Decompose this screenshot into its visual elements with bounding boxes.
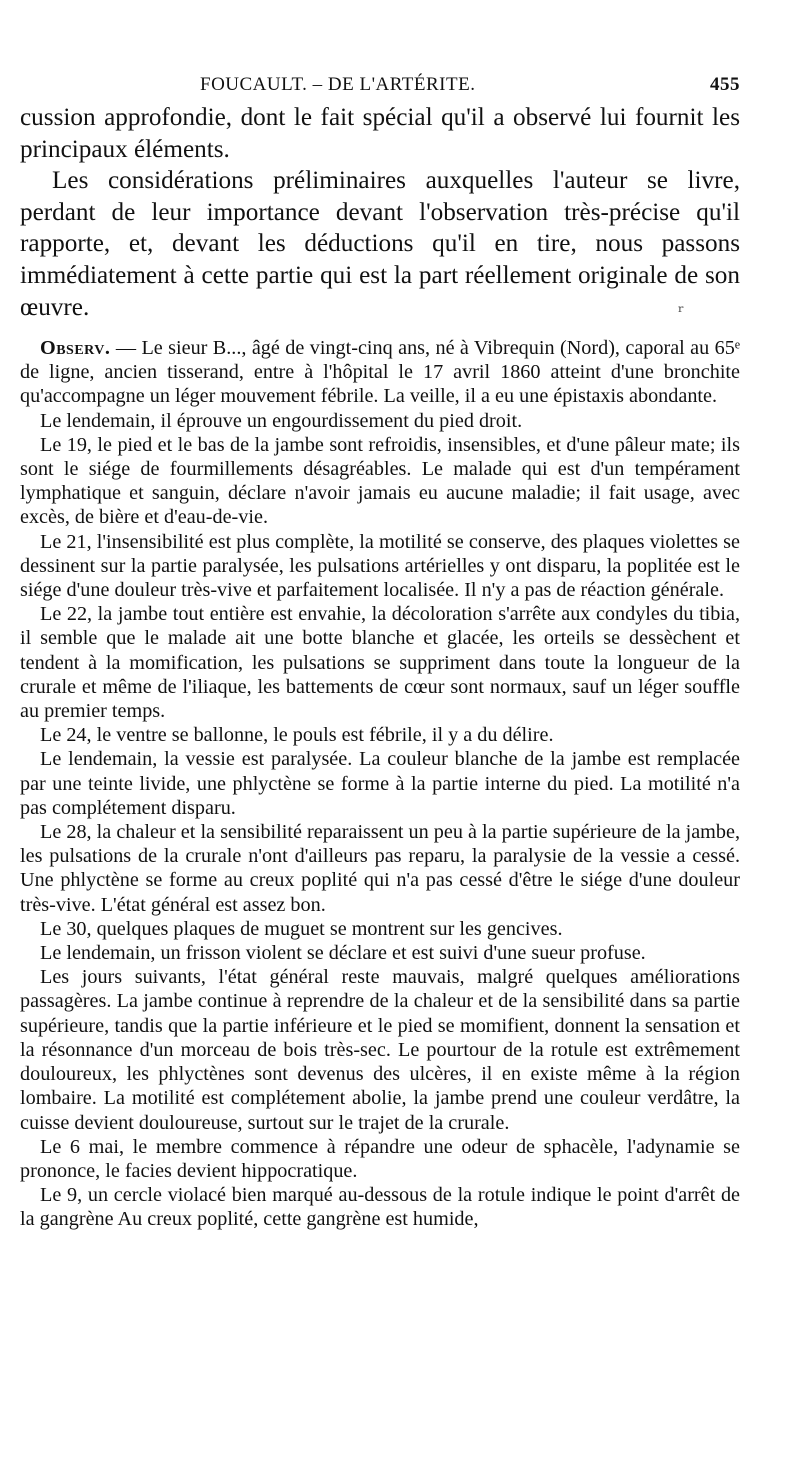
observation-text [20,336,740,1232]
observation-lead: Observ. [40,337,111,359]
observation-paragraph-7: Le lendemain, la vessie est paralysée. La couleur blanche de la jambe est remplacée par une teinte livide, une phlyctène se forme à la partie interne du pied. La motilité n'a pas complétement disparu. [20,748,740,819]
page-header [200,74,740,98]
observation-paragraph-2: Le lendemain, il éprouve un engourdissement du pied droit. [40,409,523,432]
observation-paragraph-1 [20,336,740,409]
observation-paragraph-10: Le lendemain, un frisson violent se déclare et est suivi d'une sueur profuse. [40,942,646,965]
observation-paragraph-3: Le 19, le pied et le bas de la jambe sont refroidis, insensibles, et d'une pâleur mate; ils sont le siége de fourmillements désagréables. Le malade qui est d'un tempérament lymphatique et sanguin, déclare n'avoir jamais eu aucune maladie; il fait usage, avec excès, de bière et d'eau-de-vie. [20,433,740,529]
observation-paragraph-5: Le 22, la jambe tout entière est envahie, la décoloration s'arrête aux condyles du tibia, il semble que le malade ait une botte blanche et glacée, les orteils se dessèchent et tendent à la momification, les pulsations se suppriment dans toute la longueur de la crurale et même de l'iliaque, les battements de cœur sont normaux, sauf un léger souffle au premier temps. [20,603,740,723]
running-title: FOUCAULT. – DE L'ARTÉRITE. [200,74,476,95]
observation-paragraph-6: Le 24, le ventre se ballonne, le pouls est fébrile, il y a du délire. [40,724,554,747]
observation-paragraph-13: Le 9, un cercle violacé bien marqué au-dessous de la rotule indique le point d'arrêt de la gangrène Au creux poplité, cette gangrène est humide, [20,1184,740,1231]
intro-paragraph-2: Les considérations préliminaires auxquelles l'auteur se livre, perdant de leur importance devant l'observation très-précise qu'il rapporte, et, devant les déductions qu'il en tire, nous passons immédiatement à cette partie qui est la part réellement originale de son œuvre. [20,167,740,321]
observation-paragraph-12: Le 6 mai, le membre commence à répandre une odeur de sphacèle, l'adynamie se prononce, le facies devient hippocratique. [20,1135,740,1182]
page-number: 455 [710,74,740,95]
observation-paragraph-8: Le 28, la chaleur et la sensibilité reparaissent un peu à la partie supérieure de la jambe, les pulsations de la crurale n'ont d'ailleurs pas reparu, la paralysie de la vessie a cessé. Une phlyctène se forme au creux poplité qui n'a pas cessé d'être le siége d'une douleur très-vive. L'état général est assez bon. [20,821,740,916]
intro-text [20,102,740,323]
observation-paragraph-9: Le 30, quelques plaques de muguet se montrent sur les gencives. [40,917,563,940]
observation-paragraph-11: Les jours suivants, l'état général reste mauvais, malgré quelques améliorations passagères. La jambe continue à reprendre de la chaleur et de la sensibilité dans sa partie supérieure, tandis que la partie inférieure et le pied se momifient, donnent la sensation et la résonnance d'un morceau de bois très-sec. Le pourtour de la rotule est extrêmement douloureux, les phlyctènes sont devenus des ulcères, il en existe même à la région lombaire. La motilité est complétement abolie, la jambe prend une couleur verdâtre, la cuisse devient douloureuse, surtout sur le trajet de la crurale. [20,966,740,1134]
observation-paragraph-4: Le 21, l'insensibilité est plus complète, la motilité se conserve, des plaques violettes se dessinent sur la partie paralysée, les pulsations artérielles y ont disparu, la poplitée est le siége d'une douleur très-vive et parfaitement localisée. Il n'y a pas de réaction générale. [20,530,740,602]
observation-paragraph-1-text: — Le sieur B..., âgé de vingt-cinq ans, né à Vibrequin (Nord), caporal au 65ᵉ de ligne, ancien tisserand, entre à l'hôpital le 17 avril 1860 atteint d'une bronchite qu'accompagne un léger mouvement fébrile. La veille, il a eu une épistaxis abondante. [20,337,740,408]
intro-paragraph-1: cussion approfondie, dont le fait spécial qu'il a observé lui fournit les principaux éléments. [20,104,740,163]
margin-mark: ʳ [678,302,685,323]
